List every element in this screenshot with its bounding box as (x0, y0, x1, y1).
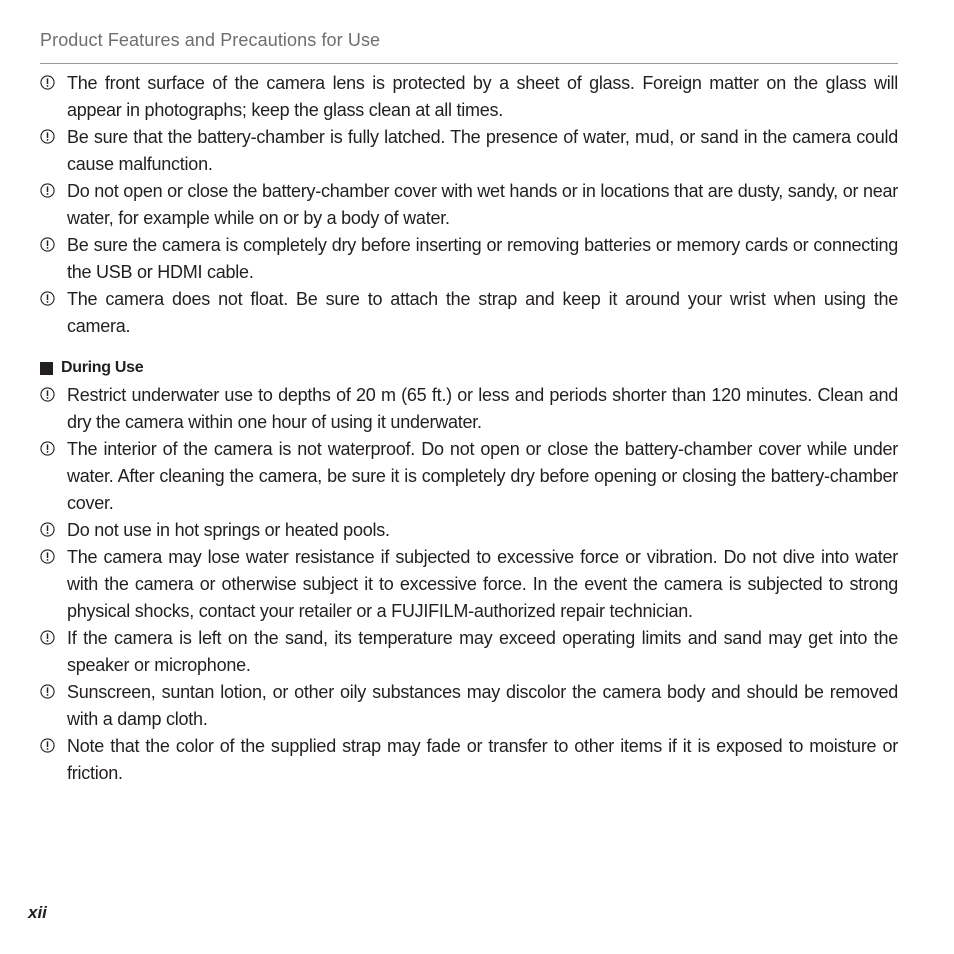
caution-icon (40, 387, 55, 402)
page-header: Product Features and Precautions for Use (40, 30, 381, 50)
note-text: The interior of the camera is not waterproof. Do not open or close the battery-chamber cover while under water. After cleaning the camera, be sure it is completely dry before opening or closing the battery-chamber cover. (67, 439, 898, 513)
caution-icon (40, 630, 55, 645)
caution-icon (40, 75, 55, 90)
caution-icon (40, 129, 55, 144)
during-use-list (40, 382, 898, 787)
caution-icon (40, 291, 55, 306)
list-item (40, 232, 898, 286)
note-text: The camera does not float. Be sure to attach the strap and keep it around your wrist when using the camera. (67, 289, 898, 336)
note-text: Sunscreen, suntan lotion, or other oily substances may discolor the camera body and should be removed with a damp cloth. (67, 682, 898, 729)
caution-icon (40, 549, 55, 564)
section-heading (40, 357, 898, 379)
note-text: Do not open or close the battery-chamber cover with wet hands or in locations that are dusty, sandy, or near water, for example while on or by a body of water. (67, 181, 898, 228)
list-item (40, 733, 898, 787)
header-divider (40, 63, 898, 64)
caution-icon (40, 237, 55, 252)
page-number: xii (28, 903, 47, 922)
list-item (40, 382, 898, 436)
note-text: Restrict underwater use to depths of 20 m (65 ft.) or less and periods shorter than 120 minutes. Clean and dry the camera within one hour of using it underwater. (67, 385, 898, 432)
list-item (40, 625, 898, 679)
list-item (40, 124, 898, 178)
note-text: If the camera is left on the sand, its temperature may exceed operating limits and sand may get into the speaker or microphone. (67, 628, 898, 675)
section-title: During Use (61, 359, 144, 376)
list-item (40, 517, 898, 544)
list-item (40, 679, 898, 733)
note-text: Do not use in hot springs or heated pools. (67, 520, 390, 540)
list-item (40, 178, 898, 232)
caution-icon (40, 183, 55, 198)
note-text: Note that the color of the supplied strap may fade or transfer to other items if it is exposed to moisture or friction. (67, 736, 898, 783)
list-item (40, 286, 898, 340)
note-text: Be sure the camera is completely dry before inserting or removing batteries or memory cards or connecting the USB or HDMI cable. (67, 235, 898, 282)
caution-icon (40, 441, 55, 456)
list-item (40, 544, 898, 625)
note-text: The front surface of the camera lens is protected by a sheet of glass. Foreign matter on the glass will appear in photographs; keep the glass clean at all times. (67, 73, 898, 120)
square-icon (40, 362, 53, 375)
note-text: The camera may lose water resistance if subjected to excessive force or vibration. Do not dive into water with the camera or otherwise subject it to excessive force. In the event the camera is subjected to strong physical shocks, contact your retailer or a FUJIFILM-authorized repair technician. (67, 547, 898, 621)
note-text: Be sure that the battery-chamber is fully latched. The presence of water, mud, or sand in the camera could cause malfunction. (67, 127, 898, 174)
precautions-list (40, 70, 898, 340)
caution-icon (40, 738, 55, 753)
list-item (40, 70, 898, 124)
caution-icon (40, 684, 55, 699)
page-content (40, 70, 898, 787)
list-item (40, 436, 898, 517)
caution-icon (40, 522, 55, 537)
